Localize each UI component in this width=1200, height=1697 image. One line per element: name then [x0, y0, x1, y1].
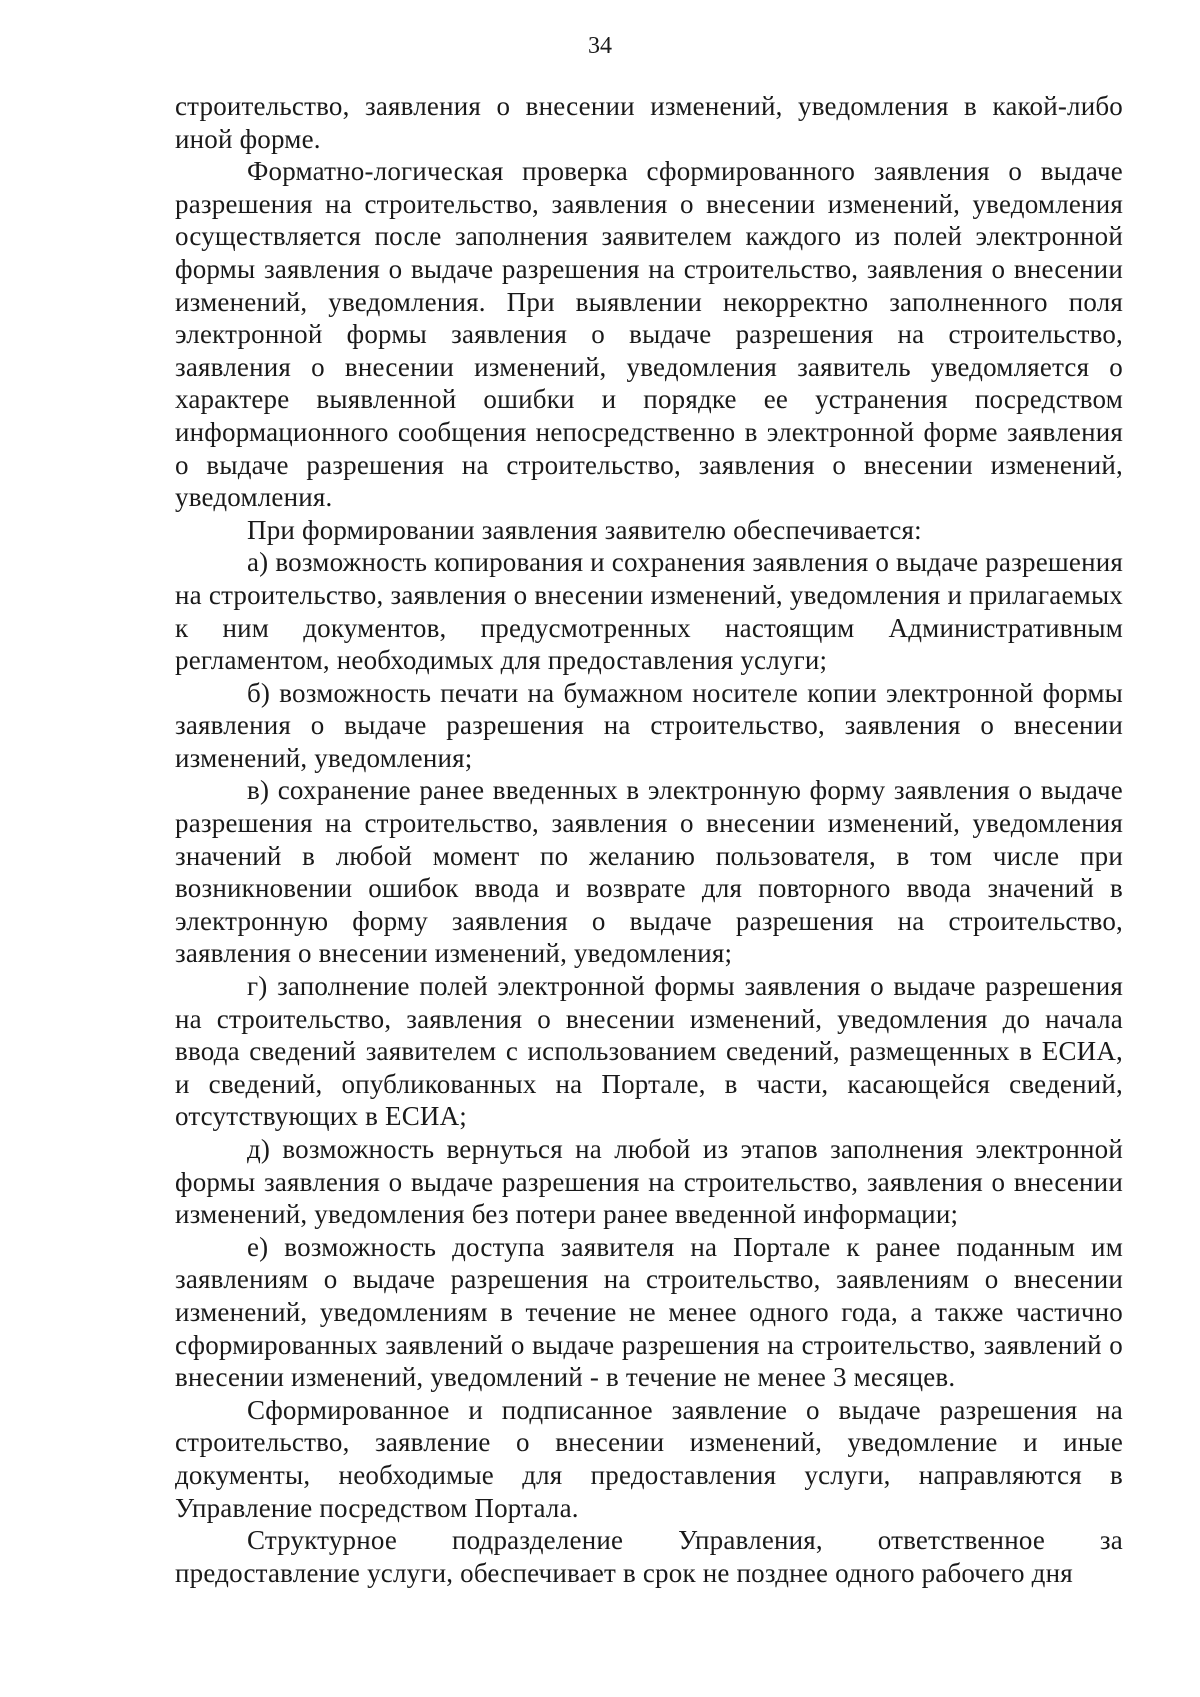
list-item-v: в) сохранение ранее введенных в электронную форму заявления о выдаче разрешения на строительство, заявления о внесении изменений, уведомления значений в любой момент по желанию пользователя, в том числе при возникновении ошибок ввода и возврате для повторного ввода значений в электронную форму заявления о выдаче разрешения на строительство, заявления о внесении изменений, уведомления; [175, 775, 1123, 969]
paragraph: Структурное подразделение Управления, ответственное за предоставление услуги, обеспечивает в срок не позднее одного рабочего дня [175, 1525, 1123, 1588]
paragraph: Сформированное и подписанное заявление о выдаче разрешения на строительство, заявление о внесении изменений, уведомление и иные документы, необходимые для предоставления услуги, направляются в Управление посредством Портала. [175, 1394, 1123, 1523]
list-item-b: б) возможность печати на бумажном носителе копии электронной формы заявления о выдаче разрешения на строительство, заявления о внесении изменений, уведомления; [175, 677, 1123, 773]
list-item-a: а) возможность копирования и сохранения заявления о выдаче разрешения на строительство, заявления о внесении изменений, уведомления и прилагаемых к ним документов, предусмотренных настоящим Административным регламентом, необходимых для предоставления услуги; [175, 547, 1123, 676]
paragraph: Форматно-логическая проверка сформированного заявления о выдаче разрешения на строительство, заявления о внесении изменений, уведомления осуществляется после заполнения заявителем каждого из полей электронной формы заявления о выдаче разрешения на строительство, заявления о внесении изменений, уведомления. При выявлении некорректно заполненного поля электронной формы заявления о выдаче разрешения на строительство, заявления о внесении изменений, уведомления заявитель уведомляется о характере выявленной ошибки и порядке ее устранения посредством информационного сообщения непосредственно в электронной форме заявления о выдаче разрешения на строительство, заявления о внесении изменений, уведомления. [175, 156, 1123, 513]
paragraph: При формировании заявления заявителю обеспечивается: [247, 514, 922, 545]
page-number: 34 [588, 33, 612, 59]
list-item-d: д) возможность вернуться на любой из этапов заполнения электронной формы заявления о выдаче разрешения на строительство, заявления о внесении изменений, уведомления без потери ранее введенной информации; [175, 1134, 1123, 1230]
list-item-g: г) заполнение полей электронной формы заявления о выдаче разрешения на строительство, заявления о внесении изменений, уведомления до начала ввода сведений заявителем с использованием сведений, размещенных в ЕСИА, и сведений, опубликованных на Портале, в части, касающейся сведений, отсутствующих в ЕСИА; [175, 971, 1123, 1132]
document-body [175, 90, 1123, 1589]
list-item-e: е) возможность доступа заявителя на Портале к ранее поданным им заявлениям о выдаче разрешения на строительство, заявлениям о внесении изменений, уведомлениям в течение не менее одного года, а также частично сформированных заявлений о выдаче разрешения на строительство, заявлений о внесении изменений, уведомлений - в течение не менее 3 месяцев. [175, 1231, 1123, 1393]
paragraph: строительство, заявления о внесении изменений, уведомления в какой-либо иной форме. [175, 91, 1123, 154]
